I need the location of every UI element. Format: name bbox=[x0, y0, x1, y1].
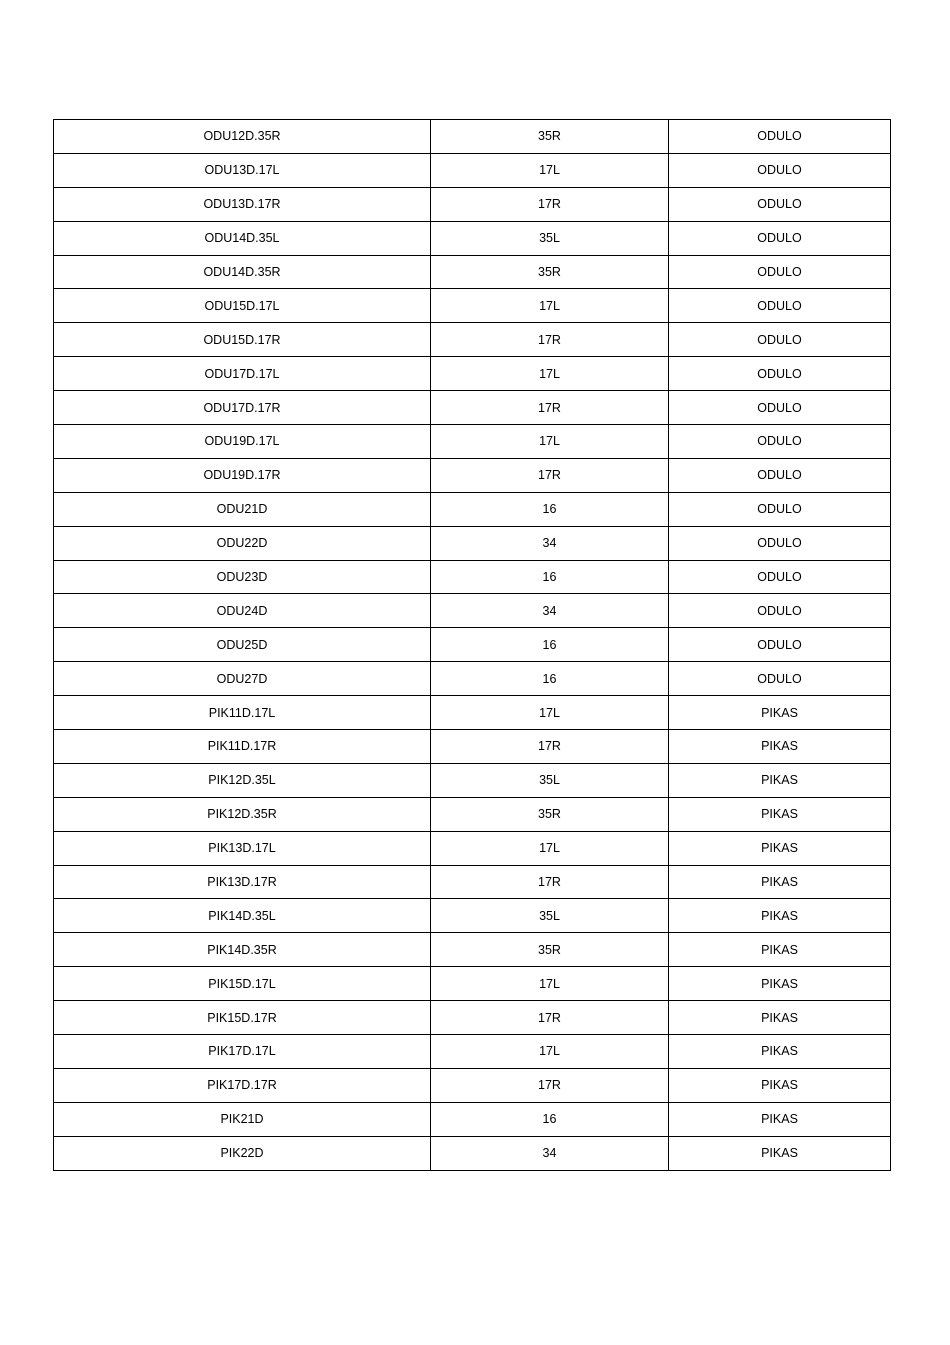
table-row bbox=[54, 1001, 891, 1035]
name-cell: ODULO bbox=[669, 120, 891, 154]
table-row bbox=[54, 560, 891, 594]
table-row bbox=[54, 187, 891, 221]
table-row bbox=[54, 221, 891, 255]
waypoint-cell: ODU12D.35R bbox=[54, 120, 431, 154]
waypoint-cell: ODU24D bbox=[54, 594, 431, 628]
waypoint-cell: PIK17D.17R bbox=[54, 1068, 431, 1102]
name-cell: PIKAS bbox=[669, 730, 891, 764]
name-cell: ODULO bbox=[669, 221, 891, 255]
table-row bbox=[54, 153, 891, 187]
table-row bbox=[54, 458, 891, 492]
waypoint-cell: PIK17D.17L bbox=[54, 1035, 431, 1069]
runway-cell: 35R bbox=[431, 120, 669, 154]
runway-cell: 16 bbox=[431, 628, 669, 662]
runway-cell: 17L bbox=[431, 153, 669, 187]
data-table bbox=[53, 119, 891, 1171]
table-row bbox=[54, 1035, 891, 1069]
table-row bbox=[54, 391, 891, 425]
name-cell: PIKAS bbox=[669, 967, 891, 1001]
runway-cell: 16 bbox=[431, 1102, 669, 1136]
runway-cell: 17L bbox=[431, 289, 669, 323]
name-cell: PIKAS bbox=[669, 1001, 891, 1035]
name-cell: PIKAS bbox=[669, 899, 891, 933]
name-cell: PIKAS bbox=[669, 1136, 891, 1170]
name-cell: PIKAS bbox=[669, 1068, 891, 1102]
runway-cell: 17R bbox=[431, 865, 669, 899]
runway-cell: 16 bbox=[431, 492, 669, 526]
waypoint-cell: PIK11D.17L bbox=[54, 696, 431, 730]
name-cell: PIKAS bbox=[669, 831, 891, 865]
table-row bbox=[54, 1068, 891, 1102]
table-row bbox=[54, 255, 891, 289]
table-row bbox=[54, 797, 891, 831]
waypoint-cell: ODU15D.17R bbox=[54, 323, 431, 357]
waypoint-cell: ODU17D.17L bbox=[54, 357, 431, 391]
name-cell: ODULO bbox=[669, 323, 891, 357]
table-row bbox=[54, 831, 891, 865]
waypoint-cell: ODU15D.17L bbox=[54, 289, 431, 323]
waypoint-cell: ODU23D bbox=[54, 560, 431, 594]
name-cell: ODULO bbox=[669, 153, 891, 187]
table-row bbox=[54, 492, 891, 526]
waypoint-cell: PIK14D.35L bbox=[54, 899, 431, 933]
name-cell: ODULO bbox=[669, 560, 891, 594]
name-cell: ODULO bbox=[669, 526, 891, 560]
name-cell: ODULO bbox=[669, 425, 891, 459]
table-row bbox=[54, 594, 891, 628]
waypoint-cell: ODU19D.17L bbox=[54, 425, 431, 459]
table-row bbox=[54, 967, 891, 1001]
waypoint-cell: PIK15D.17L bbox=[54, 967, 431, 1001]
runway-cell: 17R bbox=[431, 187, 669, 221]
table-row bbox=[54, 1102, 891, 1136]
table-row bbox=[54, 730, 891, 764]
runway-cell: 17L bbox=[431, 1035, 669, 1069]
name-cell: ODULO bbox=[669, 594, 891, 628]
runway-cell: 35R bbox=[431, 255, 669, 289]
runway-cell: 34 bbox=[431, 1136, 669, 1170]
table-row bbox=[54, 662, 891, 696]
name-cell: PIKAS bbox=[669, 763, 891, 797]
name-cell: PIKAS bbox=[669, 1102, 891, 1136]
waypoint-cell: PIK14D.35R bbox=[54, 933, 431, 967]
waypoint-cell: PIK22D bbox=[54, 1136, 431, 1170]
runway-cell: 17L bbox=[431, 696, 669, 730]
table-row bbox=[54, 696, 891, 730]
runway-cell: 17L bbox=[431, 831, 669, 865]
runway-cell: 16 bbox=[431, 560, 669, 594]
runway-cell: 35L bbox=[431, 763, 669, 797]
waypoint-cell: ODU13D.17L bbox=[54, 153, 431, 187]
waypoint-cell: ODU17D.17R bbox=[54, 391, 431, 425]
table-row bbox=[54, 357, 891, 391]
waypoint-cell: ODU25D bbox=[54, 628, 431, 662]
waypoint-cell: ODU21D bbox=[54, 492, 431, 526]
name-cell: PIKAS bbox=[669, 797, 891, 831]
waypoint-cell: PIK12D.35R bbox=[54, 797, 431, 831]
runway-cell: 17L bbox=[431, 425, 669, 459]
waypoint-cell: ODU13D.17R bbox=[54, 187, 431, 221]
name-cell: ODULO bbox=[669, 357, 891, 391]
table-row bbox=[54, 933, 891, 967]
table-row bbox=[54, 865, 891, 899]
runway-cell: 17R bbox=[431, 323, 669, 357]
runway-cell: 17R bbox=[431, 730, 669, 764]
runway-cell: 17R bbox=[431, 1001, 669, 1035]
runway-cell: 35R bbox=[431, 797, 669, 831]
name-cell: ODULO bbox=[669, 458, 891, 492]
name-cell: PIKAS bbox=[669, 1035, 891, 1069]
table-row bbox=[54, 425, 891, 459]
runway-cell: 35L bbox=[431, 221, 669, 255]
name-cell: ODULO bbox=[669, 255, 891, 289]
waypoint-cell: PIK21D bbox=[54, 1102, 431, 1136]
waypoint-cell: PIK12D.35L bbox=[54, 763, 431, 797]
table-row bbox=[54, 289, 891, 323]
table-row bbox=[54, 1136, 891, 1170]
runway-cell: 16 bbox=[431, 662, 669, 696]
runway-cell: 35R bbox=[431, 933, 669, 967]
runway-cell: 17L bbox=[431, 967, 669, 1001]
table-row bbox=[54, 120, 891, 154]
waypoint-cell: PIK13D.17R bbox=[54, 865, 431, 899]
table-row bbox=[54, 526, 891, 560]
waypoint-cell: PIK11D.17R bbox=[54, 730, 431, 764]
table-row bbox=[54, 899, 891, 933]
runway-cell: 17R bbox=[431, 1068, 669, 1102]
table-row bbox=[54, 323, 891, 357]
name-cell: ODULO bbox=[669, 662, 891, 696]
waypoint-cell: PIK13D.17L bbox=[54, 831, 431, 865]
table-row bbox=[54, 628, 891, 662]
waypoint-cell: ODU27D bbox=[54, 662, 431, 696]
runway-cell: 34 bbox=[431, 594, 669, 628]
waypoint-cell: ODU22D bbox=[54, 526, 431, 560]
runway-cell: 35L bbox=[431, 899, 669, 933]
waypoint-cell: ODU14D.35L bbox=[54, 221, 431, 255]
name-cell: ODULO bbox=[669, 289, 891, 323]
waypoint-cell: PIK15D.17R bbox=[54, 1001, 431, 1035]
waypoint-cell: ODU14D.35R bbox=[54, 255, 431, 289]
table-body bbox=[54, 120, 891, 1171]
name-cell: ODULO bbox=[669, 492, 891, 526]
name-cell: ODULO bbox=[669, 391, 891, 425]
runway-cell: 17R bbox=[431, 458, 669, 492]
runway-cell: 17R bbox=[431, 391, 669, 425]
table-row bbox=[54, 763, 891, 797]
waypoint-cell: ODU19D.17R bbox=[54, 458, 431, 492]
name-cell: PIKAS bbox=[669, 696, 891, 730]
name-cell: PIKAS bbox=[669, 865, 891, 899]
name-cell: ODULO bbox=[669, 628, 891, 662]
runway-cell: 34 bbox=[431, 526, 669, 560]
name-cell: PIKAS bbox=[669, 933, 891, 967]
runway-cell: 17L bbox=[431, 357, 669, 391]
name-cell: ODULO bbox=[669, 187, 891, 221]
